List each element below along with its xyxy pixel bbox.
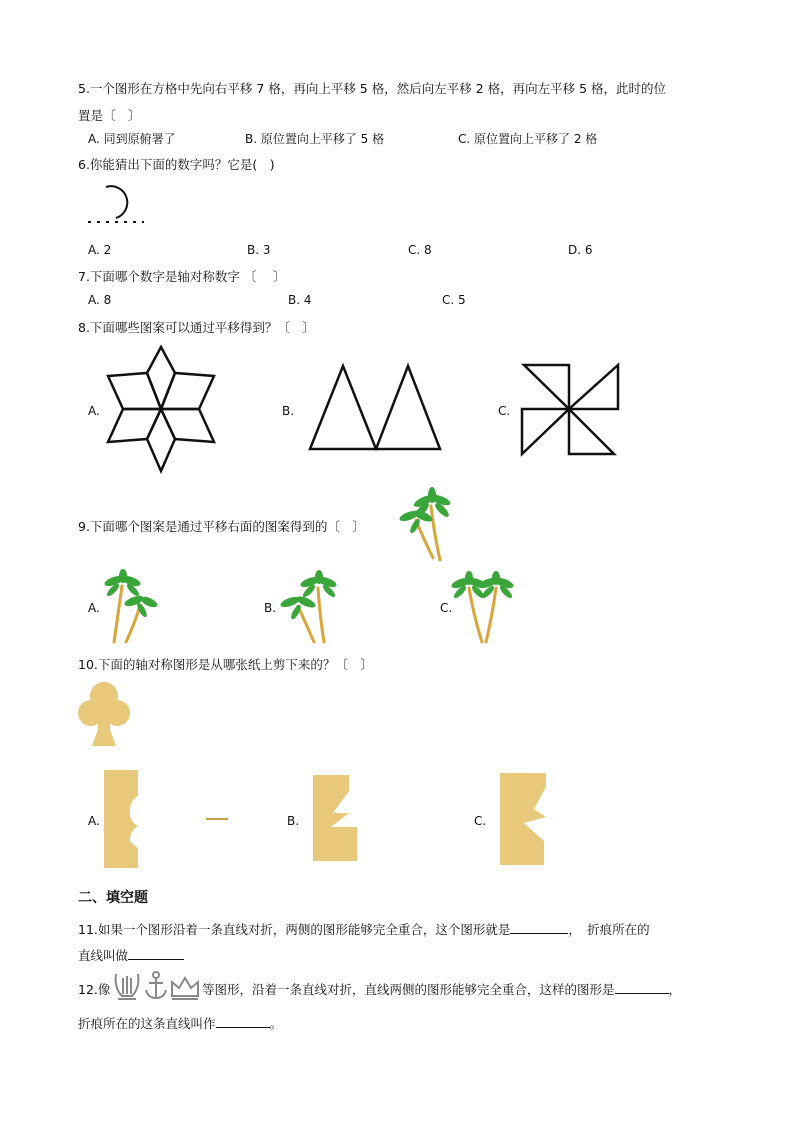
folded-paper-option-a-figure xyxy=(102,768,152,870)
q12-line2 xyxy=(78,1014,282,1032)
q5-option-b: B. 原位置向上平移了 5 格 xyxy=(245,132,385,146)
q10-text: 10.下面的轴对称图形是从哪张纸上剪下来的？〔 〕 xyxy=(78,657,373,672)
q6-option-c: C. 8 xyxy=(408,243,432,257)
q11-line1 xyxy=(78,920,650,938)
q12-text-part3: 折痕所在的这条直线叫作 xyxy=(78,1016,216,1031)
section-2-title: 二、填空题 xyxy=(78,890,148,906)
palm-trees-option-b-icon xyxy=(278,572,338,646)
q5-text-line2: 置是〔 〕 xyxy=(78,108,141,123)
palm-trees-reference-icon xyxy=(398,488,458,563)
q8-text: 8.下面哪些图案可以通过平移得到？〔 〕 xyxy=(78,320,315,335)
q12-prefix: 12.像 xyxy=(78,982,111,997)
q12-line1 xyxy=(202,980,681,998)
q6-option-b: B. 3 xyxy=(247,243,271,257)
q5-text-line1: 5.一个图形在方格中先向右平移 7 格，再向上平移 5 格，然后向左平移 2 格，再向左平移 5 格，此时的位 xyxy=(78,81,667,96)
q7-text: 7.下面哪个数字是轴对称数字 〔 〕 xyxy=(78,269,286,284)
palm-trees-option-c-icon xyxy=(452,572,516,646)
q9-option-a-label: A. xyxy=(88,601,100,615)
q6-option-d: D. 6 xyxy=(568,243,593,257)
q9-option-b-label: B. xyxy=(264,601,277,615)
folded-paper-option-c-figure xyxy=(498,771,552,867)
folded-paper-option-b-figure xyxy=(311,773,367,865)
club-shape-paper-figure xyxy=(78,678,130,750)
q11-text-part1: 11.如果一个图形沿着一条直线对折，两侧的图形能够完全重合，这个图形就是 xyxy=(78,922,511,937)
q11-line2 xyxy=(78,946,184,964)
q5-option-a: A. 同到原俯署了 xyxy=(88,132,176,146)
stray-mark xyxy=(206,818,228,820)
two-triangles-figure xyxy=(306,360,446,455)
q12-text-part4: 。 xyxy=(269,1016,283,1031)
q12-text-part2: ， xyxy=(668,982,682,997)
symmetric-figures-icons xyxy=(112,970,202,1002)
q10-option-a-label: A. xyxy=(88,814,100,828)
q11-text-part3: 直线叫做 xyxy=(78,948,129,963)
q7-option-a: A. 8 xyxy=(88,293,112,307)
q7-option-b: B. 4 xyxy=(288,293,312,307)
q8-option-c-label: C. xyxy=(498,404,511,418)
q6-text: 6.你能猜出下面的数字吗？它是( ) xyxy=(78,157,275,172)
hexagram-rhombus-figure xyxy=(102,343,222,476)
crown-icon xyxy=(172,978,198,999)
q12-blank-2[interactable] xyxy=(216,1015,270,1028)
pinwheel-figure xyxy=(514,357,628,463)
q8-option-a-label: A. xyxy=(88,404,100,418)
q11-blank-1[interactable] xyxy=(510,921,568,934)
digit-hint-figure xyxy=(86,180,148,228)
q11-text-part2: ， 折痕所在的 xyxy=(568,922,650,937)
q11-blank-2[interactable] xyxy=(128,947,184,960)
q10-option-b-label: B. xyxy=(287,814,300,828)
q12-text-part1: 等图形，沿着一条直线对折，直线两侧的图形能够完全重合，这样的图形是 xyxy=(202,982,615,997)
q12-blank-1[interactable] xyxy=(615,981,669,994)
anchor-icon xyxy=(146,972,166,998)
q6-option-a: A. 2 xyxy=(88,243,112,257)
q10-option-c-label: C. xyxy=(474,814,487,828)
q9-text: 9.下面哪个图案是通过平移右面的图案得到的〔 〕 xyxy=(78,519,365,534)
q5-option-c: C. 原位置向上平移了 2 格 xyxy=(458,132,598,146)
q9-option-c-label: C. xyxy=(440,601,453,615)
q8-option-b-label: B. xyxy=(282,404,295,418)
lyre-icon xyxy=(116,974,139,999)
palm-trees-option-a-icon xyxy=(104,570,160,646)
q7-option-c: C. 5 xyxy=(442,293,466,307)
